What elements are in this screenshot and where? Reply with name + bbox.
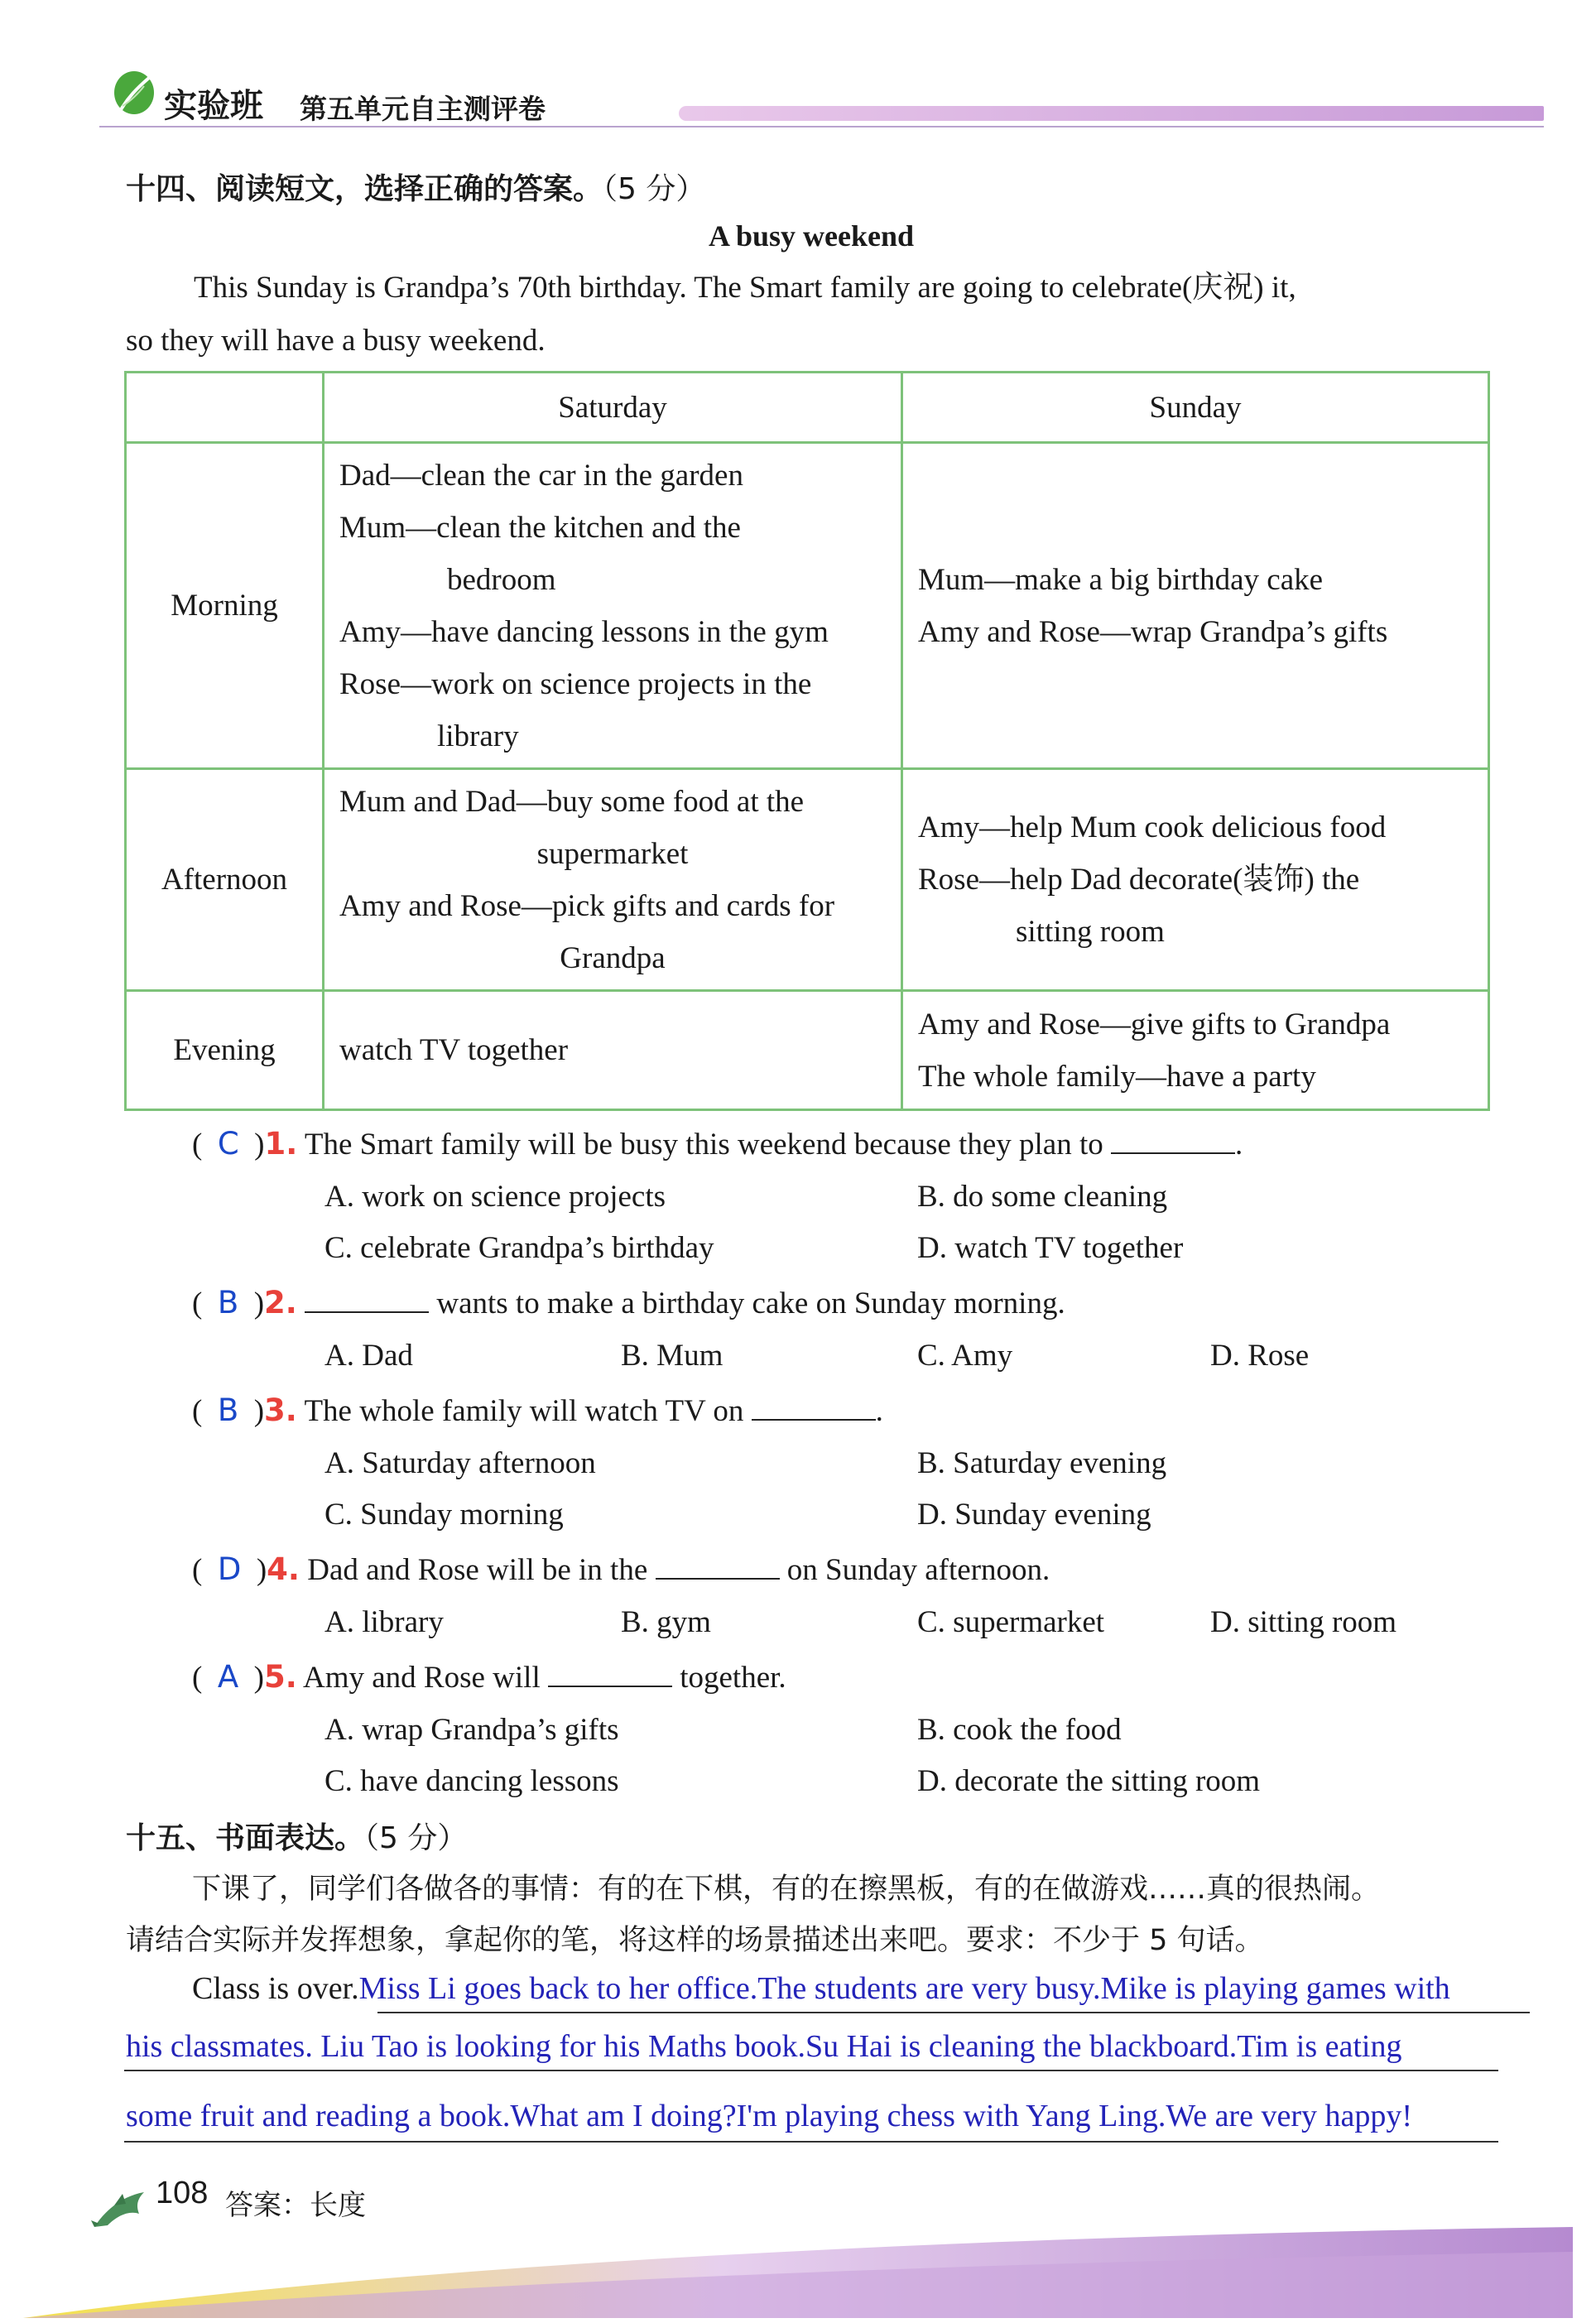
brand-name: 实验班 — [164, 87, 263, 125]
essay-start: Class is over. — [192, 1971, 359, 2006]
cell-afternoon-sunday — [902, 769, 1489, 991]
essay-underline-2 — [124, 2070, 1498, 2071]
question-1-stem-end: . — [1235, 1128, 1243, 1162]
table-row: bedroom — [447, 562, 556, 597]
option-4a: A. library — [324, 1605, 444, 1639]
table-row: watch TV together — [339, 1033, 569, 1067]
question-3: ( B )3. The whole family will watch TV on . — [192, 1392, 883, 1428]
answer-blank — [752, 1394, 876, 1421]
option-5c: C. have dancing lessons — [324, 1764, 619, 1798]
option-4c: C. supermarket — [917, 1605, 1105, 1639]
cell-evening-sunday — [902, 991, 1489, 1110]
option-2d: D. Rose — [1210, 1339, 1310, 1373]
option-3d: D. Sunday evening — [917, 1498, 1151, 1532]
table-row: Rose—work on science projects in the — [339, 666, 812, 701]
section-14-points: （5 分） — [603, 172, 706, 206]
table-row: sitting room — [1016, 915, 1165, 949]
row-label-evening: Evening — [126, 991, 324, 1110]
essay-line-1 — [192, 1970, 1450, 2007]
question-2: ( B )2. wants to make a birthday cake on Sunday morning. — [192, 1285, 1065, 1320]
table-corner — [126, 373, 324, 443]
option-3c: C. Sunday morning — [324, 1498, 564, 1532]
table-row: Amy and Rose—give gifts to Grandpa — [918, 1007, 1391, 1041]
question-5-stem: Amy and Rose will — [303, 1661, 541, 1695]
col-header-saturday: Saturday — [324, 373, 902, 443]
table-row: Amy and Rose—wrap Grandpa’s gifts — [918, 614, 1388, 649]
col-header-sunday: Sunday — [902, 373, 1489, 443]
question-3-stem: The whole family will watch TV on — [304, 1394, 744, 1428]
table-row: Amy and Rose—pick gifts and cards for — [339, 888, 835, 923]
answer-blank — [305, 1287, 429, 1313]
question-number-5: 5. — [263, 1659, 297, 1695]
footer-wave-band — [23, 2227, 1573, 2318]
option-3b: B. Saturday evening — [917, 1446, 1167, 1480]
page-number: 108 — [156, 2176, 209, 2210]
unit-title: 第五单元自主测评卷 — [300, 93, 546, 125]
question-5: ( A )5. Amy and Rose will together. — [192, 1659, 786, 1695]
row-label-morning: Morning — [126, 443, 324, 769]
passage-line-2: so they will have a busy weekend. — [126, 324, 546, 358]
option-4b: B. gym — [621, 1605, 711, 1639]
table-row: Mum—make a big birthday cake — [918, 562, 1324, 597]
option-1d: D. watch TV together — [917, 1231, 1184, 1265]
table-row-evening — [126, 991, 1489, 1110]
essay-underline-1 — [377, 2012, 1530, 2013]
section-15-heading — [126, 1815, 467, 1857]
prompt-line-1: 下课了，同学们各做各的事情：有的在下棋，有的在擦黑板，有的在做游戏……真的很热闹。 — [192, 1873, 1381, 1906]
essay-line-2: his classmates. Liu Tao is looking for his Maths book.Su Hai is cleaning the blackboard.Tim is eating — [126, 2029, 1402, 2064]
answer-2: B — [217, 1285, 239, 1320]
table-row: Mum and Dad—buy some food at the — [339, 784, 805, 819]
table-row-afternoon — [126, 769, 1489, 991]
table-row: Mum—clean the kitchen and the — [339, 510, 741, 545]
answer-1: C — [217, 1126, 239, 1162]
question-number-2: 2. — [264, 1285, 297, 1320]
table-row: supermarket — [536, 836, 689, 871]
question-4: ( D )4. Dad and Rose will be in the on Sunday afternoon. — [192, 1551, 1050, 1587]
option-1b: B. do some cleaning — [917, 1180, 1168, 1214]
table-row: Amy—help Mum cook delicious food — [918, 810, 1387, 844]
header-accent-bar — [679, 106, 1544, 121]
cell-morning-saturday — [324, 443, 902, 769]
passage-line-1: This Sunday is Grandpa’s 70th birthday. The Smart family are going to celebrate(庆祝) it, — [194, 271, 1296, 305]
question-4-stem-end: on Sunday afternoon. — [786, 1553, 1050, 1587]
row-label-afternoon: Afternoon — [126, 769, 324, 991]
prompt-line-2: 请结合实际并发挥想象，拿起你的笔，将这样的场景描述出来吧。要求：不少于 5 句话。 — [126, 1924, 1264, 1957]
cell-morning-sunday — [902, 443, 1489, 769]
option-1a: A. work on science projects — [324, 1180, 666, 1214]
cell-evening-saturday — [324, 991, 902, 1110]
question-5-stem-end: together. — [680, 1661, 786, 1695]
table-row: Dad—clean the car in the garden — [339, 458, 743, 493]
option-5d: D. decorate the sitting room — [917, 1764, 1261, 1798]
option-5a: A. wrap Grandpa’s gifts — [324, 1713, 619, 1747]
cell-afternoon-saturday — [324, 769, 902, 991]
table-row: Amy—have dancing lessons in the gym — [339, 614, 829, 649]
option-5b: B. cook the food — [917, 1713, 1122, 1747]
header-divider — [99, 126, 1544, 127]
leaf-logo-icon — [106, 68, 159, 121]
table-row-morning — [126, 443, 1489, 769]
question-number-4: 4. — [267, 1551, 300, 1587]
table-row: Rose—help Dad decorate(装饰) the — [918, 863, 1360, 897]
option-4d: D. sitting room — [1210, 1605, 1397, 1639]
question-3-stem-end: . — [875, 1394, 883, 1428]
answer-3: B — [217, 1392, 239, 1428]
section-14-heading — [126, 166, 705, 208]
answer-blank — [548, 1661, 672, 1687]
question-number-1: 1. — [264, 1126, 298, 1162]
table-row: The whole family—have a party — [918, 1059, 1316, 1094]
question-1: ( C )1. The Smart family will be busy this weekend because they plan to . — [192, 1126, 1243, 1162]
option-2a: A. Dad — [324, 1339, 413, 1373]
option-3a: A. Saturday afternoon — [324, 1446, 596, 1480]
section-15-title: 十五、书面表达。 — [126, 1821, 365, 1855]
table-row: Grandpa — [560, 940, 666, 975]
essay-line-3: some fruit and reading a book.What am I doing?I'm playing chess with Yang Ling.We are very happy! — [126, 2099, 1412, 2133]
question-1-stem: The Smart family will be busy this weekend because they plan to — [304, 1128, 1103, 1162]
section-15-points: （5 分） — [364, 1821, 468, 1855]
option-1c: C. celebrate Grandpa’s birthday — [324, 1231, 714, 1265]
question-4-stem: Dad and Rose will be in the — [307, 1553, 648, 1587]
passage-title: A busy weekend — [708, 219, 915, 252]
essay-text-1: Miss Li goes back to her office.The students are very busy.Mike is playing games with — [358, 1971, 1450, 2006]
answer-label: 答案：长度 — [225, 2189, 366, 2222]
table-row: library — [437, 719, 519, 753]
question-2-stem: wants to make a birthday cake on Sunday morning. — [436, 1287, 1065, 1320]
answer-5: A — [217, 1659, 239, 1695]
question-number-3: 3. — [264, 1392, 297, 1428]
schedule-table — [124, 371, 1490, 1111]
option-2b: B. Mum — [621, 1339, 723, 1373]
essay-underline-3 — [124, 2141, 1498, 2143]
table-header-row — [126, 373, 1489, 443]
section-14-title: 十四、阅读短文，选择正确的答案。 — [126, 172, 603, 206]
option-2c: C. Amy — [917, 1339, 1013, 1373]
answer-blank — [1111, 1128, 1235, 1154]
answer-4: D — [217, 1551, 242, 1587]
answer-blank — [656, 1553, 780, 1580]
